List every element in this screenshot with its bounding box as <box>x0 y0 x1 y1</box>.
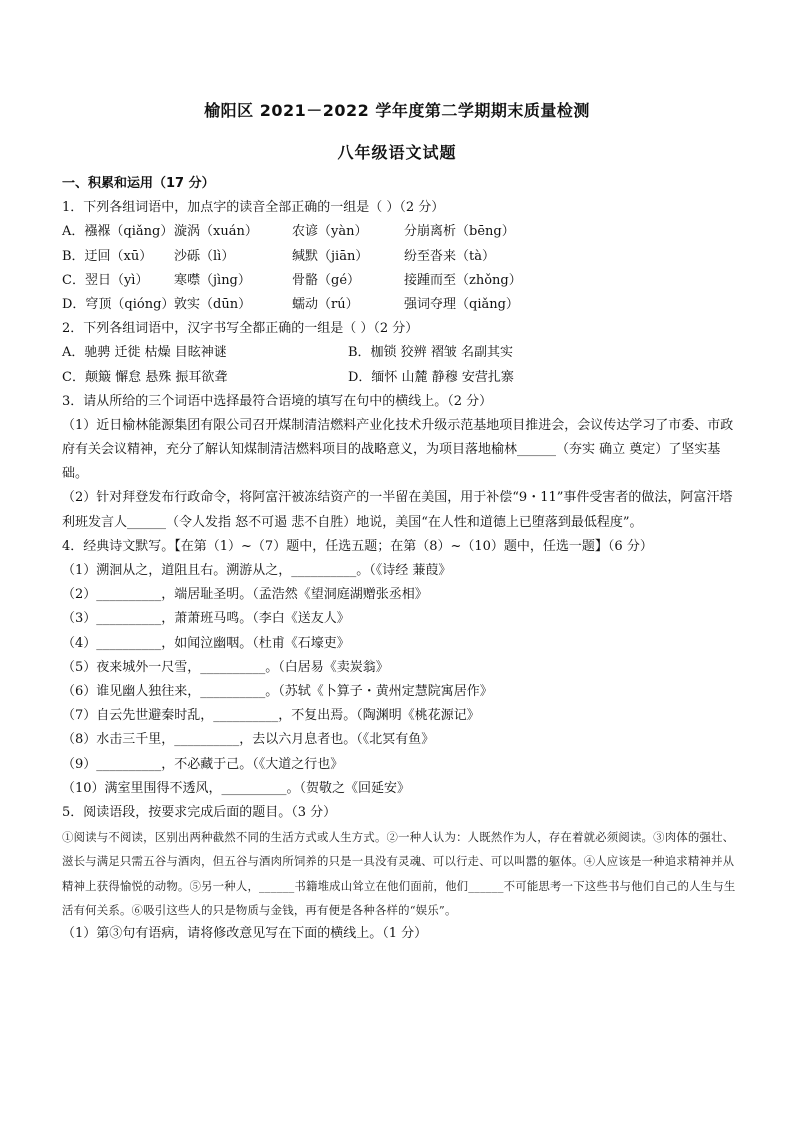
question-1-option-d <box>62 293 740 317</box>
option-group: A．驰骋 迁徙 枯燥 目眩神谜 <box>62 345 227 361</box>
exam-title: 榆阳区 2021－2022 学年度第二学期期末质量检测 <box>204 101 590 120</box>
exam-subtitle: 八年级语文试题 <box>337 143 457 162</box>
question-5-stem: 5．阅读语段，按要求完成后面的题目。（3 分） <box>62 804 337 820</box>
option-word: 漩涡（xuán） <box>174 224 258 240</box>
dictation-item: （3）__________，萧萧班马鸣。（李白《送友人》 <box>62 611 350 627</box>
dictation-item: （7）自云先世避秦时乱，__________，不复出焉。（陶渊明《桃花源记》 <box>62 708 480 724</box>
question-2-stem: 2．下列各组词语中，汉字书写全都正确的一组是（ ）（2 分） <box>62 321 419 337</box>
option-group: D．缅怀 山麓 静穆 安营扎寨 <box>348 369 514 385</box>
question-3-part-1: （1）近日榆林能源集团有限公司召开煤制清洁燃料产业化技术升级示范基地项目推进会，会议传达学习了市委、市政府有关会议精神，充分了解认知煤制清洁燃料项目的战略意义，为项目落地榆林______（夯实 确立 奠定）了坚实基础。 <box>62 417 734 482</box>
option-word: C．翌日（yì） <box>62 272 149 288</box>
exam-content <box>62 172 740 946</box>
option-group: B．枷锁 狡辨 褶皱 名副其实 <box>348 345 513 361</box>
dictation-item: （9）__________，不必藏于己。（《大道之行也》 <box>62 756 344 772</box>
option-word: 敦实（dūn） <box>174 296 252 312</box>
option-word: 强词夺理（qiǎng） <box>404 296 519 312</box>
option-word: 接踵而至（zhǒng） <box>404 272 522 288</box>
question-1-option-c <box>62 269 740 293</box>
option-word: D．穹顶（qióng） <box>62 296 175 312</box>
dictation-item: （2）__________，端居耻圣明。（孟浩然《望洞庭湖赠张丞相》 <box>62 587 428 603</box>
question-2-options-cd <box>62 366 740 390</box>
question-4-stem: 4．经典诗文默写。【在第（1）~（7）题中，任选五题；在第（8）~（10）题中，任选一题】（6 分） <box>62 538 653 554</box>
question-2-options-ab <box>62 341 740 365</box>
dictation-item: （4）__________，如闻泣幽咽。（杜甫《石壕吏》 <box>62 635 350 651</box>
option-group: C．颠簸 懈怠 悬殊 振耳欲聋 <box>62 369 228 385</box>
option-word: 缄默（jiān） <box>292 248 369 264</box>
option-word: 纷至沓来（tà） <box>404 248 495 264</box>
question-5-sub-1: （1）第③句有语病，请将修改意见写在下面的横线上。（1 分） <box>62 925 428 941</box>
option-word: 骨骼（gé） <box>292 272 361 288</box>
option-word: B．迂回（xū） <box>62 248 153 264</box>
question-1-stem: 1．下列各组词语中，加点字的读音全部正确的一组是（ ）（2 分） <box>62 200 445 216</box>
option-word: 寒噤（jìng） <box>174 272 251 288</box>
reading-passage: ①阅读与不阅读，区别出两种截然不同的生活方式或人生方式。②一种人认为：人既然作为人，存在着就必须阅读。③肉体的强壮、滋长与满足只需五谷与酒肉，但五谷与酒肉所饲养的只是一具没有灵魂、可以行走、可以叫嚣的躯体。④人应该是一种追求精神并从精神上获得愉悦的动物。⑤另一种人，______书籍堆成山耸立在他们面前，他们______不可能思考一下这些书与他们自己的人生与生活有何关系。⑥吸引这些人的只是物质与金钱，再有便是各种各样的“娱乐”。 <box>62 830 736 917</box>
dictation-item: （6）谁见幽人独往来，__________。（苏轼《卜算子・黄州定慧院寓居作》 <box>62 684 493 700</box>
option-word: 农谚（yàn） <box>292 224 368 240</box>
option-word: 沙砾（lì） <box>174 248 235 264</box>
option-word: 分崩离析（bēng） <box>404 224 515 240</box>
dictation-item: （1）溯洄从之，道阻且右。溯游从之，__________。（《诗经 蒹葭》 <box>62 563 452 579</box>
question-3-stem: 3．请从所给的三个词语中选择最符合语境的填写在句中的横线上。（2 分） <box>62 393 493 409</box>
option-word: A．襁褓（qiǎng） <box>62 224 174 240</box>
section-heading: 一、积累和运用（17 分） <box>62 176 215 191</box>
option-word: 蠕动（rú） <box>292 296 359 312</box>
question-3-part-2: （2）针对拜登发布行政命令，将阿富汗被冻结资产的一半留在美国，用于补偿“9・11”事件受害者的做法，阿富汗塔利班发言人______（令人发指 怒不可遏 悲不自胜）地说，美国“在人性和道德上已堕落到最低程度”。 <box>62 490 733 530</box>
dictation-item: （5）夜来城外一尺雪，__________。（白居易《卖炭翁》 <box>62 659 389 675</box>
question-1-option-a <box>62 220 740 244</box>
question-1-option-b <box>62 245 740 269</box>
dictation-item: （10）满室里围得不透风，__________。（贺敬之《回延安》 <box>62 780 411 796</box>
dictation-item: （8）水击三千里，__________，去以六月息者也。（《北冥有鱼》 <box>62 732 435 748</box>
